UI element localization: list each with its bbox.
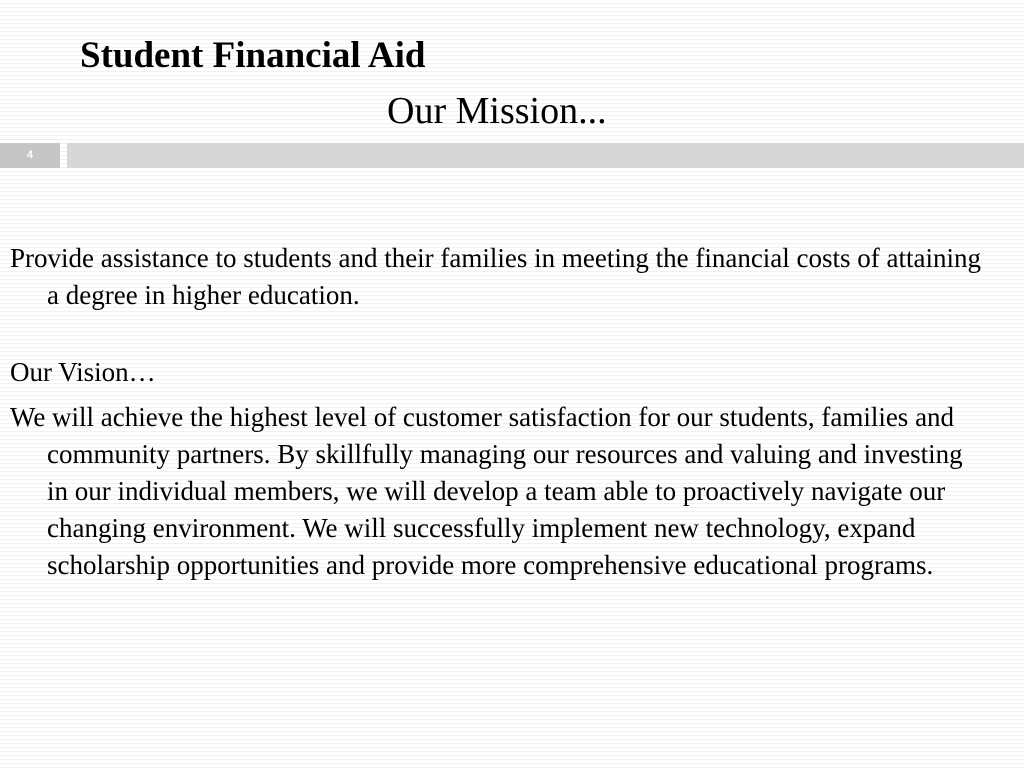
slide-subtitle: Our Mission...	[387, 90, 607, 132]
header-divider-bar	[67, 143, 1024, 168]
slide-body	[10, 240, 985, 584]
slide-number: 4	[26, 149, 34, 161]
slide-title: Student Financial Aid	[80, 35, 426, 76]
vision-paragraph: We will achieve the highest level of customer satisfaction for our students, families and community partners. By skillfully managing our resources and valuing and investing in our individual members, we will develop a team able to proactively navigate our changing environment. We will successfully implement new technology, expand scholarship opportunities and provide more comprehensive educational programs.	[10, 402, 963, 580]
vision-heading: Our Vision…	[10, 357, 156, 387]
mission-paragraph: Provide assistance to students and their families in meeting the financial costs of attaining a degree in higher education.	[10, 243, 982, 310]
slide-number-bar	[0, 143, 60, 168]
